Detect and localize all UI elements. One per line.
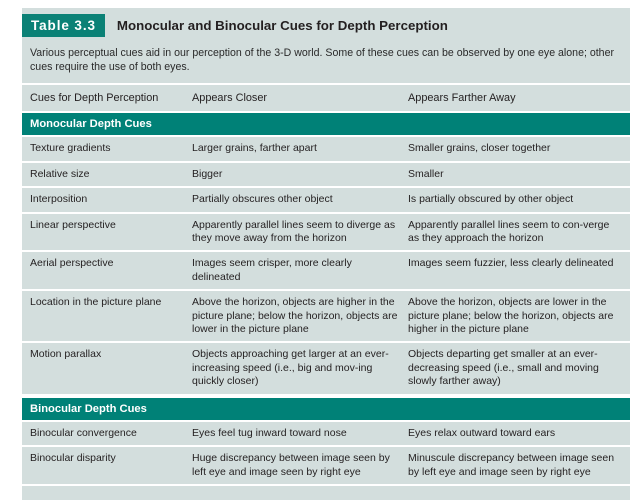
column-header-appears-farther-away: Appears Farther Away — [408, 92, 516, 105]
cell-appears-closer: Huge discrepancy between image seen by left eye and image seen by right eye — [192, 452, 390, 478]
table-figure — [22, 8, 630, 500]
cell-cue: Location in the picture plane — [30, 296, 162, 309]
table-row — [22, 252, 630, 291]
table-row — [22, 447, 630, 486]
cell-cue: Motion parallax — [30, 348, 102, 361]
table-row — [22, 422, 630, 447]
cell-cue: Binocular convergence — [30, 426, 137, 439]
cell-appears-farther: Is partially obscured by other object — [408, 193, 574, 206]
cell-appears-closer: Eyes feel tug inward toward nose — [192, 426, 347, 439]
column-header-cue: Cues for Depth Perception — [30, 92, 159, 105]
section-band-binocular: Binocular Depth Cues — [22, 396, 630, 422]
cell-cue: Relative size — [30, 167, 90, 180]
cell-appears-farther: Images seem fuzzier, less clearly delineated — [408, 257, 614, 270]
cell-appears-farther: Eyes relax outward toward ears — [408, 426, 556, 439]
column-header-appears-closer: Appears Closer — [192, 92, 268, 105]
cell-cue: Texture gradients — [30, 142, 111, 155]
cell-appears-farther: Smaller grains, closer together — [408, 142, 551, 155]
cell-appears-farther: Smaller — [408, 167, 444, 180]
cell-appears-farther: Objects departing get smaller at an ever-decreasing speed (i.e., small and moving slowly farther away) — [408, 348, 599, 388]
cell-appears-farther: Minuscule discrepancy between image seen by left eye and image seen by right eye — [408, 452, 615, 478]
table-description: Various perceptual cues aid in our perception of the 3-D world. Some of these cues can be observed by one eye alone; other cues require the use of both eyes. — [30, 47, 614, 74]
table-row — [22, 137, 630, 162]
table-row — [22, 214, 630, 253]
column-header-row — [22, 83, 630, 111]
section-band-monocular: Monocular Depth Cues — [22, 111, 630, 137]
cell-appears-closer: Images seem crisper, more clearly delineated — [192, 257, 352, 283]
table-title-bar — [22, 8, 630, 43]
cell-appears-closer: Bigger — [192, 167, 223, 180]
cell-appears-closer: Apparently parallel lines seem to diverge as they move away from the horizon — [192, 218, 396, 245]
cell-appears-closer: Above the horizon, objects are higher in the picture plane; below the horizon, objects are lower in the picture plane — [192, 296, 398, 336]
table-number-badge: Table 3.3 — [22, 14, 105, 37]
cell-cue: Linear perspective — [30, 218, 116, 231]
cell-cue: Interposition — [30, 193, 88, 206]
table-bottom-padding — [22, 486, 630, 500]
cell-appears-farther: Above the horizon, objects are lower in the picture plane; below the horizon, objects are higher in the picture plane — [408, 296, 614, 336]
cell-appears-closer: Partially obscures other object — [192, 193, 333, 206]
cell-cue: Binocular disparity — [30, 452, 116, 465]
table-row — [22, 343, 630, 395]
table-row — [22, 163, 630, 188]
cell-appears-closer: Larger grains, farther apart — [192, 142, 317, 155]
table-row — [22, 188, 630, 213]
cell-appears-closer: Objects approaching get larger at an ever-increasing speed (i.e., big and mov-ing quickly closer) — [192, 348, 389, 388]
cell-appears-farther: Apparently parallel lines seem to con-verge as they approach the horizon — [408, 218, 610, 245]
cell-cue: Aerial perspective — [30, 257, 114, 270]
table-row — [22, 291, 630, 343]
table-title: Monocular and Binocular Cues for Depth Perception — [116, 18, 448, 33]
